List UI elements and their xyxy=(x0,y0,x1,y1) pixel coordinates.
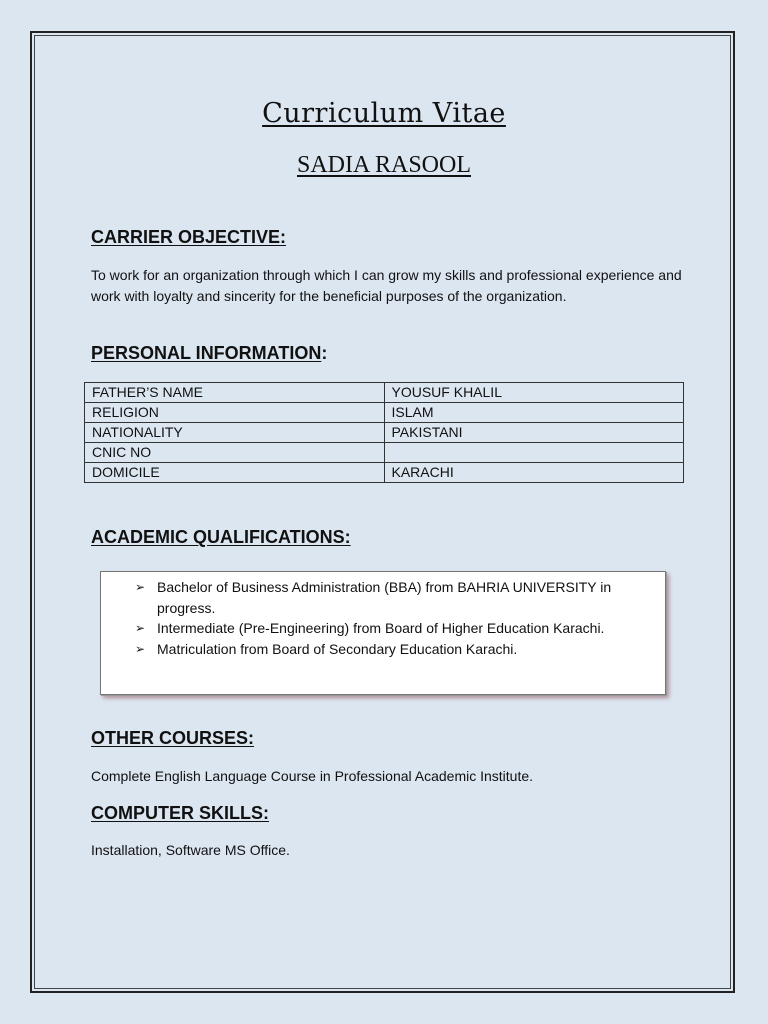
arrow-bullet-icon: ➢ xyxy=(135,641,146,656)
personal-heading-colon: : xyxy=(321,343,328,363)
row-value: ISLAM xyxy=(384,403,684,423)
qualification-text: Intermediate (Pre-Engineering) from Board of Higher Education Karachi. xyxy=(157,620,605,636)
courses-heading xyxy=(91,728,254,749)
row-value xyxy=(384,443,684,463)
courses-heading-text: OTHER COURSES: xyxy=(91,728,255,748)
table-row xyxy=(85,383,684,403)
personal-heading-text: PERSONAL INFORMATION xyxy=(91,343,322,363)
academic-heading-text: ACADEMIC QUALIFICATIONS: xyxy=(91,527,351,547)
row-value: PAKISTANI xyxy=(384,423,684,443)
skills-text: Installation, Software MS Office. xyxy=(91,842,290,858)
personal-heading xyxy=(91,343,327,364)
table-row xyxy=(85,423,684,443)
arrow-bullet-icon: ➢ xyxy=(135,580,146,594)
row-value: KARACHI xyxy=(384,463,684,483)
arrow-bullet-icon: ➢ xyxy=(135,621,146,635)
list-item xyxy=(135,639,665,660)
row-value: YOUSUF KHALIL xyxy=(384,383,684,403)
row-label: RELIGION xyxy=(85,403,385,423)
courses-text: Complete English Language Course in Professional Academic Institute. xyxy=(91,768,534,784)
table-row xyxy=(85,403,684,423)
objective-text: To work for an organization through which I can grow my skills and professional experience and work with loyalty and sincerity for the beneficial purposes of the organization. xyxy=(91,267,682,304)
list-item xyxy=(135,577,665,618)
table-row xyxy=(85,463,684,483)
table-row xyxy=(85,443,684,463)
personal-info-table xyxy=(84,382,684,483)
skills-heading xyxy=(91,803,269,824)
qualification-text: Bachelor of Business Administration (BBA) from BAHRIA UNIVERSITY in progress. xyxy=(157,579,612,616)
candidate-name: SADIA RASOOL xyxy=(296,152,472,178)
row-label: NATIONALITY xyxy=(85,423,385,443)
academic-qualifications-box xyxy=(100,571,666,695)
qualification-text: Matriculation from Board of Secondary Education Karachi. xyxy=(157,640,518,657)
document-title: Curriculum Vitae xyxy=(262,98,506,129)
objective-heading xyxy=(91,227,286,248)
list-item xyxy=(135,618,665,639)
skills-heading-text: COMPUTER SKILLS: xyxy=(91,803,269,823)
objective-heading-text: CARRIER OBJECTIVE: xyxy=(91,227,287,247)
row-label: CNIC NO xyxy=(85,443,385,463)
row-label: FATHER’S NAME xyxy=(85,383,385,403)
row-label: DOMICILE xyxy=(85,463,385,483)
academic-heading xyxy=(91,527,351,548)
qualifications-list xyxy=(101,572,665,659)
